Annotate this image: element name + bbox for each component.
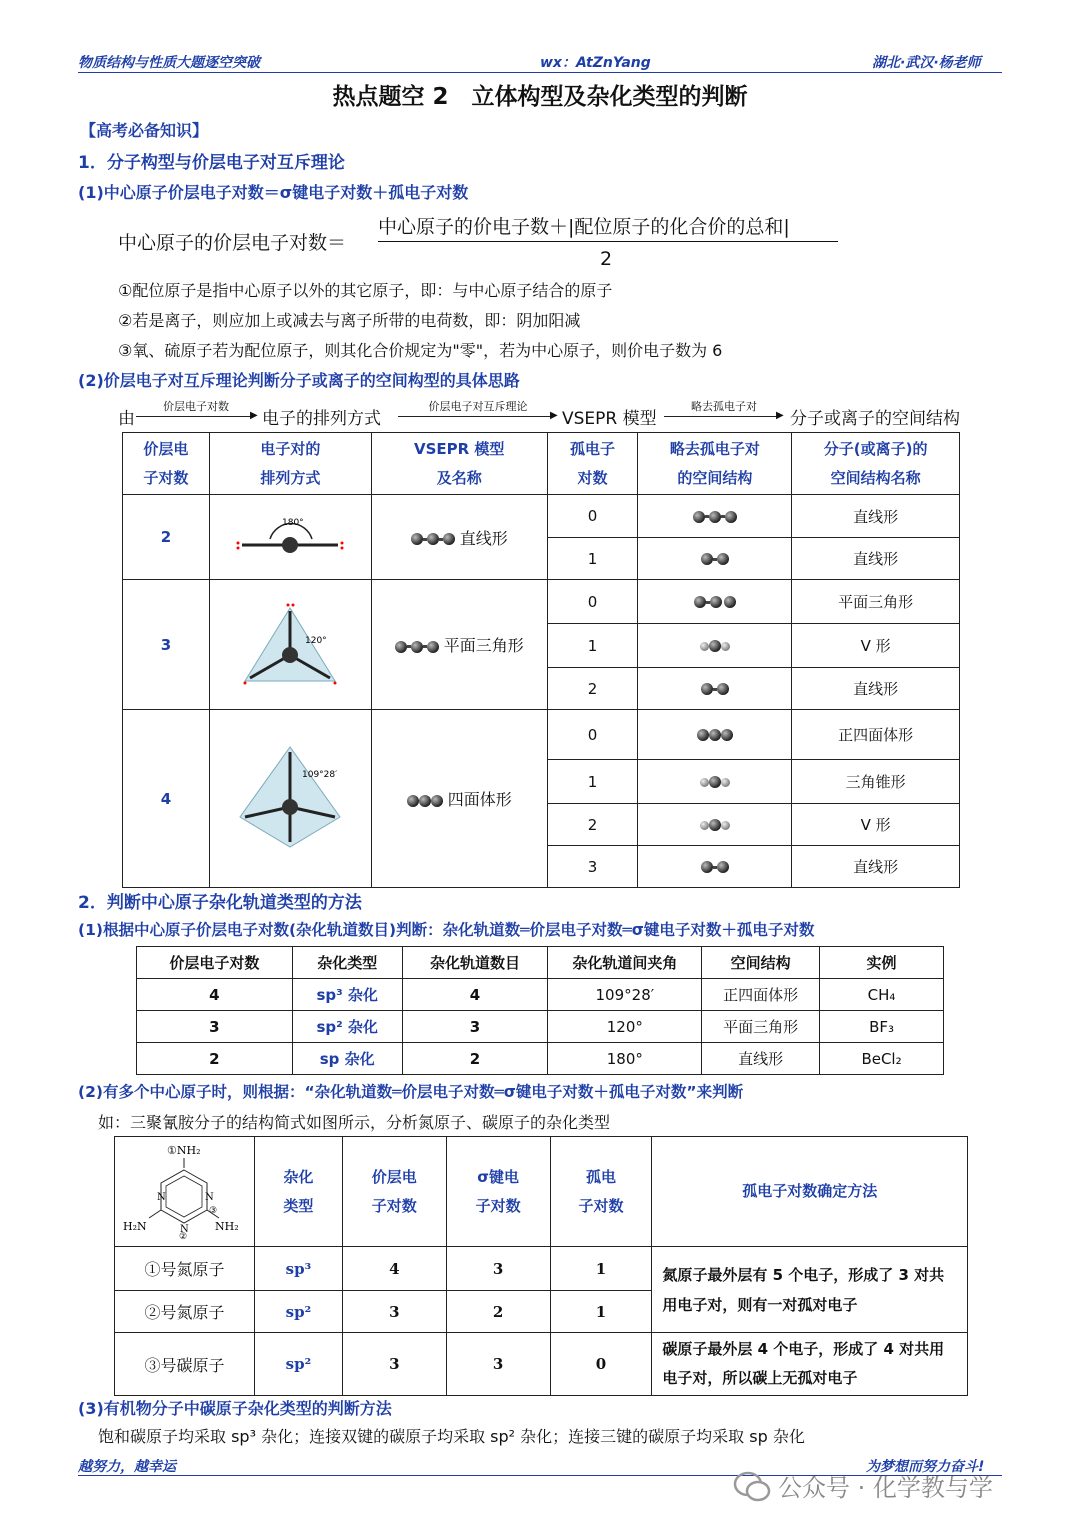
- cell: BeCl₂: [820, 1043, 944, 1075]
- hybrid-header-1: 杂化类型: [292, 947, 402, 979]
- table-row: [137, 979, 944, 1011]
- sigma-pairs: 2: [446, 1291, 550, 1333]
- arrangement-trigonal: [209, 580, 371, 710]
- structure-trigonal-icon: [638, 580, 792, 624]
- hybrid-header-5: 实例: [820, 947, 944, 979]
- angle-109-label: 109°28′: [302, 769, 338, 780]
- cell: 2: [137, 1043, 293, 1075]
- melamine-header-vp: 价层电 子对数: [342, 1137, 446, 1247]
- valence-pairs: 3: [342, 1291, 446, 1333]
- hybrid-header-row: [137, 947, 944, 979]
- vsepr-model-tetrahedral: [371, 710, 547, 888]
- lone-pairs: 1: [547, 624, 638, 668]
- hybrid-header-0: 价层电子对数: [137, 947, 293, 979]
- pairs-2: 2: [123, 495, 210, 580]
- cell: 4: [137, 979, 293, 1011]
- vsepr-name-trigonal: 平面三角形: [443, 636, 524, 655]
- hybrid-header-4: 空间结构: [702, 947, 820, 979]
- linear-model-icon: [411, 529, 455, 548]
- hybrid-header-3: 杂化轨道间夹角: [548, 947, 702, 979]
- cell: CH₄: [820, 979, 944, 1011]
- melamine-header-sigma: σ键电 子对数: [446, 1137, 550, 1247]
- cell: 直线形: [702, 1043, 820, 1075]
- atom-label: ③号碳原子: [115, 1333, 255, 1396]
- pairs-4: 4: [123, 710, 210, 888]
- cell: sp³ 杂化: [292, 979, 402, 1011]
- flow-step-3: 分子或离子的空间结构: [790, 409, 960, 429]
- structure-bent-icon: [638, 804, 792, 846]
- flow-step-1: 电子的排列方式: [262, 409, 381, 429]
- table-row: [137, 1043, 944, 1075]
- melamine-structure-icon: [119, 1140, 249, 1240]
- melamine-header-lp: 孤电 子对数: [550, 1137, 652, 1247]
- note-1: ①配位原子是指中心原子以外的其它原子，即：与中心原子结合的原子: [118, 281, 613, 300]
- atom-label: ②号氮原子: [115, 1291, 255, 1333]
- method-nitrogen: 氮原子最外层有 5 个电子，形成了 3 对共用电子对，则有一对孤对电子: [652, 1247, 968, 1333]
- melamine-header-row: [115, 1137, 968, 1247]
- knowledge-tag: 【高考必备知识】: [80, 121, 209, 140]
- arrangement-linear: [209, 495, 371, 580]
- vsepr-header-shape-name: 分子(或离子)的 空间结构名称: [792, 433, 960, 495]
- table-row: [115, 1333, 968, 1396]
- method-carbon: 碳原子最外层 4 个电子，形成了 4 对共用电子对，所以碳上无孤对电子: [652, 1333, 968, 1396]
- shape-name: V 形: [792, 624, 960, 668]
- flow-arrow-3-head: ▶: [776, 410, 784, 421]
- lone-pairs: 0: [550, 1333, 652, 1396]
- lone-pairs: 1: [547, 760, 638, 804]
- hybrid-type: sp³: [254, 1247, 342, 1291]
- footer-left: 越努力，越幸运: [78, 1459, 176, 1475]
- vsepr-header-lone-pairs: 孤电子 对数: [547, 433, 638, 495]
- page-title: 热点题空 2 立体构型及杂化类型的判断: [332, 84, 748, 110]
- cell: 3: [137, 1011, 293, 1043]
- pairs-3: 3: [123, 580, 210, 710]
- shape-name: 直线形: [792, 846, 960, 888]
- vsepr-table: [122, 432, 960, 888]
- section-1-p2: (2)价层电子对互斥理论判断分子或离子的空间构型的具体思路: [78, 371, 520, 390]
- wechat-icon: [732, 1466, 772, 1506]
- table-row: [123, 580, 960, 624]
- shape-name: 正四面体形: [792, 710, 960, 760]
- tetrahedral-arrangement-icon: [230, 737, 350, 857]
- structure-diatomic-icon: [638, 668, 792, 710]
- flow-step-2: VSEPR 模型: [562, 409, 657, 429]
- flow-arrow-3: [664, 416, 780, 417]
- cell: 120°: [548, 1011, 702, 1043]
- cell: 平面三角形: [702, 1011, 820, 1043]
- cell: sp² 杂化: [292, 1011, 402, 1043]
- formula-lhs: 中心原子的价层电子对数＝: [118, 232, 347, 254]
- cell: 3: [402, 1011, 548, 1043]
- hybrid-type: sp²: [254, 1333, 342, 1396]
- lone-pairs: 2: [547, 804, 638, 846]
- lone-pairs: 3: [547, 846, 638, 888]
- formula-denominator: 2: [600, 248, 613, 270]
- vsepr-header-model: VSEPR 模型 及名称: [371, 433, 547, 495]
- mol-right-group: NH₂: [215, 1219, 240, 1233]
- melamine-structure-cell: [115, 1137, 255, 1247]
- vsepr-header-pairs: 价层电 子对数: [123, 433, 210, 495]
- arrangement-tetrahedral: [209, 710, 371, 888]
- sigma-pairs: 3: [446, 1247, 550, 1291]
- structure-linear-3-icon: [638, 495, 792, 538]
- flow-arrow-1: [136, 416, 254, 417]
- fraction-bar: [378, 241, 838, 242]
- lone-pairs: 0: [547, 580, 638, 624]
- lone-pairs: 0: [547, 710, 638, 760]
- mol-mark-2: ②: [179, 1231, 188, 1240]
- cell: 109°28′: [548, 979, 702, 1011]
- tetrahedral-model-icon: [407, 790, 443, 809]
- melamine-table: [114, 1136, 968, 1396]
- section-2-p2: (2)有多个中心原子时，则根据：“杂化轨道数═价层电子对数═σ键电子对数＋孤电子对数”来判断: [78, 1083, 744, 1101]
- table-row: [123, 710, 960, 760]
- shape-name: 直线形: [792, 495, 960, 538]
- formula-numerator: 中心原子的价电子数＋|配位原子的化合价的总和|: [378, 216, 790, 238]
- table-row: [115, 1247, 968, 1291]
- vsepr-model-linear: [371, 495, 547, 580]
- hybrid-type: sp²: [254, 1291, 342, 1333]
- structure-tetrahedral-icon: [638, 710, 792, 760]
- angle-180-label: 180°: [282, 518, 305, 528]
- structure-diatomic-icon: [638, 846, 792, 888]
- structure-pyramidal-icon: [638, 760, 792, 804]
- melamine-header-method: 孤电子对数确定方法: [652, 1137, 968, 1247]
- lone-pairs: 1: [547, 538, 638, 580]
- cell: sp 杂化: [292, 1043, 402, 1075]
- cell: 180°: [548, 1043, 702, 1075]
- flow-arrow-3-label: 略去孤电子对: [691, 400, 757, 413]
- vsepr-header-arrangement: 电子对的 排列方式: [209, 433, 371, 495]
- vsepr-name-tetrahedral: 四面体形: [447, 790, 512, 809]
- cell: BF₃: [820, 1011, 944, 1043]
- mol-ring-n-bottom: N: [180, 1223, 190, 1235]
- header-left: 物质结构与性质大题逐空突破: [78, 55, 260, 71]
- header-center: wx：AtZnYang: [540, 55, 651, 71]
- structure-diatomic-icon: [638, 538, 792, 580]
- shape-name: 三角锥形: [792, 760, 960, 804]
- trigonal-arrangement-icon: [235, 593, 345, 693]
- cell: 正四面体形: [702, 979, 820, 1011]
- hybrid-header-2: 杂化轨道数目: [402, 947, 548, 979]
- section-2-p3: (3)有机物分子中碳原子杂化类型的判断方法: [78, 1399, 392, 1418]
- section-1-p1: (1)中心原子价层电子对数＝σ键电子对数＋孤电子对数: [78, 183, 469, 202]
- header-rule: [78, 72, 1002, 73]
- trigonal-model-icon: [395, 636, 439, 655]
- mol-ring-n-right: N: [205, 1191, 215, 1203]
- sigma-pairs: 3: [446, 1333, 550, 1396]
- flow-start: 由: [118, 409, 135, 429]
- vsepr-header-row: [123, 433, 960, 495]
- table-row: [123, 495, 960, 538]
- angle-120-label: 120°: [305, 635, 328, 646]
- cell: 2: [402, 1043, 548, 1075]
- note-3: ③氧、硫原子若为配位原子，则其化合价规定为"零"，若为中心原子，则价电子数为 6: [118, 341, 723, 360]
- shape-name: 直线形: [792, 668, 960, 710]
- valence-pairs: 3: [342, 1333, 446, 1396]
- flow-arrow-2: [398, 416, 554, 417]
- shape-name: 平面三角形: [792, 580, 960, 624]
- shape-name: V 形: [792, 804, 960, 846]
- flow-arrow-2-head: ▶: [550, 410, 558, 421]
- section-2-p3-text: 饱和碳原子均采取 sp³ 杂化；连接双键的碳原子均采取 sp² 杂化；连接三键的碳原子均采取 sp 杂化: [98, 1427, 805, 1446]
- structure-bent-icon: [638, 624, 792, 668]
- mol-top-group: ①NH₂: [167, 1143, 201, 1157]
- shape-name: 直线形: [792, 538, 960, 580]
- hybrid-table: [136, 946, 944, 1075]
- note-2: ②若是离子，则应加上或减去与离子所带的电荷数，即：阴加阳减: [118, 311, 581, 330]
- section-1-heading: 1．分子构型与价层电子对互斥理论: [78, 153, 345, 173]
- linear-arrangement-icon: [230, 505, 350, 565]
- lone-pairs: 0: [547, 495, 638, 538]
- cell: 4: [402, 979, 548, 1011]
- melamine-header-hybrid: 杂化 类型: [254, 1137, 342, 1247]
- mol-ring-n-left: N: [157, 1191, 167, 1203]
- valence-pairs: 4: [342, 1247, 446, 1291]
- vsepr-model-trigonal: [371, 580, 547, 710]
- lone-pairs: 1: [550, 1247, 652, 1291]
- section-2-heading: 2．判断中心原子杂化轨道类型的方法: [78, 893, 362, 913]
- vsepr-name-linear: 直线形: [459, 528, 508, 548]
- watermark-text: 公众号 · 化学教与学: [778, 1474, 993, 1502]
- flow-arrow-1-label: 价层电子对数: [163, 400, 229, 413]
- lone-pairs: 2: [547, 668, 638, 710]
- lone-pairs: 1: [550, 1291, 652, 1333]
- table-row: [137, 1011, 944, 1043]
- mol-left-group: H₂N: [123, 1219, 148, 1233]
- mol-mark-3: ③: [209, 1205, 218, 1216]
- flow-arrow-1-head: ▶: [250, 410, 258, 421]
- section-2-p1: (1)根据中心原子价层电子对数(杂化轨道数目)判断：杂化轨道数═价层电子对数═σ键电子对数＋孤电子对数: [78, 921, 815, 939]
- header-right: 湖北·武汉·杨老师: [872, 55, 981, 71]
- example-text: 如：三聚氰胺分子的结构简式如图所示，分析氮原子、碳原子的杂化类型: [98, 1113, 611, 1132]
- vsepr-header-structure: 略去孤电子对 的空间结构: [638, 433, 792, 495]
- atom-label: ①号氮原子: [115, 1247, 255, 1291]
- footer-right: 为梦想而努力奋斗!: [866, 1459, 985, 1475]
- flow-arrow-2-label: 价层电子对互斥理论: [428, 400, 528, 413]
